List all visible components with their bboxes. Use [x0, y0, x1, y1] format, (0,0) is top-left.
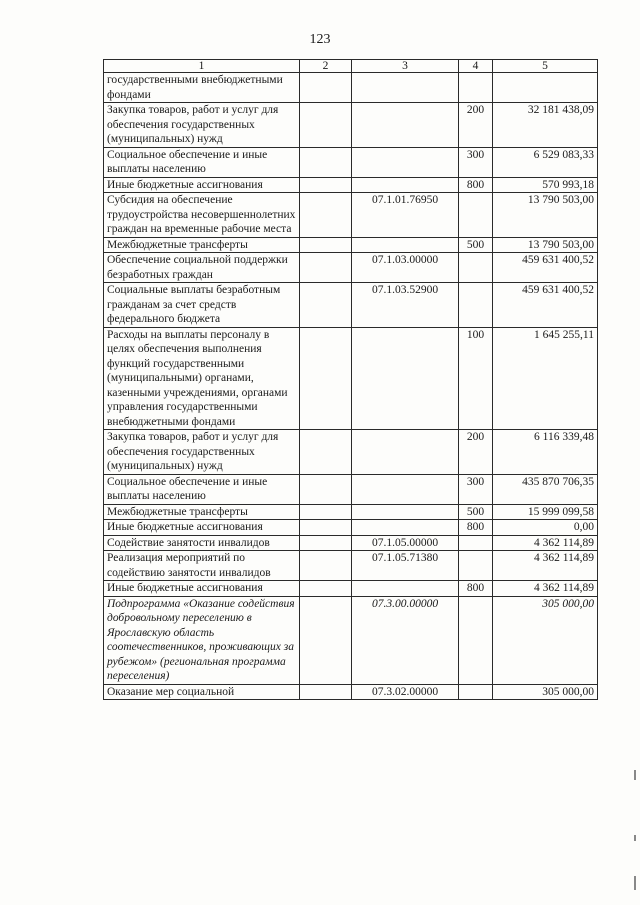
row-code-cell: 07.3.02.00000 — [352, 684, 459, 700]
row-col2-cell — [300, 520, 352, 536]
row-col2-cell — [300, 430, 352, 475]
row-vr-cell: 300 — [459, 147, 493, 177]
row-col2-cell — [300, 535, 352, 551]
row-name-cell: Социальные выплаты безработным гражданам за счет средств федерального бюджета — [104, 283, 300, 328]
row-amount-cell: 13 790 503,00 — [493, 237, 598, 253]
row-col2-cell — [300, 237, 352, 253]
budget-table — [103, 59, 598, 700]
row-vr-cell — [459, 283, 493, 328]
row-amount-cell: 6 529 083,33 — [493, 147, 598, 177]
row-vr-cell — [459, 535, 493, 551]
table-row — [104, 253, 598, 283]
row-name-cell: Межбюджетные трансферты — [104, 504, 300, 520]
row-code-cell — [352, 474, 459, 504]
row-amount-cell: 4 362 114,89 — [493, 551, 598, 581]
row-col2-cell — [300, 193, 352, 238]
row-amount-cell: 305 000,00 — [493, 596, 598, 684]
table-row — [104, 177, 598, 193]
row-code-cell: 07.1.01.76950 — [352, 193, 459, 238]
column-header-4: 4 — [459, 60, 493, 73]
table-row — [104, 73, 598, 103]
row-name-cell: Оказание мер социальной — [104, 684, 300, 700]
row-col2-cell — [300, 504, 352, 520]
row-vr-cell: 800 — [459, 177, 493, 193]
table-row — [104, 327, 598, 430]
row-vr-cell: 200 — [459, 430, 493, 475]
column-header-1: 1 — [104, 60, 300, 73]
row-code-cell: 07.1.03.00000 — [352, 253, 459, 283]
column-header-2: 2 — [300, 60, 352, 73]
row-col2-cell — [300, 253, 352, 283]
row-vr-cell — [459, 73, 493, 103]
row-code-cell: 07.1.05.00000 — [352, 535, 459, 551]
scan-edge-mark — [634, 835, 636, 841]
row-code-cell — [352, 147, 459, 177]
table-row — [104, 551, 598, 581]
row-code-cell: 07.1.03.52900 — [352, 283, 459, 328]
row-name-cell: Закупка товаров, работ и услуг для обеспечения государственных (муниципальных) нужд — [104, 103, 300, 148]
table-row — [104, 535, 598, 551]
scan-edge-mark — [634, 770, 636, 780]
row-name-cell: государственными внебюджетными фондами — [104, 73, 300, 103]
table-row — [104, 504, 598, 520]
row-col2-cell — [300, 581, 352, 597]
row-amount-cell: 1 645 255,11 — [493, 327, 598, 430]
table-row — [104, 103, 598, 148]
row-name-cell: Реализация мероприятий по содействию занятости инвалидов — [104, 551, 300, 581]
column-header-3: 3 — [352, 60, 459, 73]
row-code-cell: 07.3.00.00000 — [352, 596, 459, 684]
row-vr-cell: 200 — [459, 103, 493, 148]
table-body — [104, 73, 598, 700]
table-row — [104, 520, 598, 536]
row-name-cell: Обеспечение социальной поддержки безработных граждан — [104, 253, 300, 283]
page-number: 123 — [309, 32, 331, 47]
row-amount-cell — [493, 73, 598, 103]
row-amount-cell: 6 116 339,48 — [493, 430, 598, 475]
row-vr-cell: 300 — [459, 474, 493, 504]
row-amount-cell: 15 999 099,58 — [493, 504, 598, 520]
row-code-cell — [352, 103, 459, 148]
row-amount-cell: 4 362 114,89 — [493, 581, 598, 597]
row-vr-cell: 800 — [459, 581, 493, 597]
table-row — [104, 147, 598, 177]
row-code-cell — [352, 177, 459, 193]
row-code-cell: 07.1.05.71380 — [352, 551, 459, 581]
row-name-cell: Субсидия на обеспечение трудоустройства несовершеннолетних граждан на временные рабочие места — [104, 193, 300, 238]
row-code-cell — [352, 520, 459, 536]
row-name-cell: Иные бюджетные ассигнования — [104, 520, 300, 536]
row-col2-cell — [300, 327, 352, 430]
row-amount-cell: 570 993,18 — [493, 177, 598, 193]
row-name-cell: Социальное обеспечение и иные выплаты населению — [104, 474, 300, 504]
row-vr-cell — [459, 253, 493, 283]
row-code-cell — [352, 430, 459, 475]
row-vr-cell: 100 — [459, 327, 493, 430]
row-name-cell: Подпрограмма «Оказание содействия добровольному переселению в Ярославскую область соотечественников, проживающих за рубежом» (региональная программа переселения) — [104, 596, 300, 684]
row-name-cell: Иные бюджетные ассигнования — [104, 177, 300, 193]
row-vr-cell — [459, 193, 493, 238]
row-col2-cell — [300, 684, 352, 700]
table-row — [104, 237, 598, 253]
row-amount-cell: 459 631 400,52 — [493, 283, 598, 328]
row-name-cell: Межбюджетные трансферты — [104, 237, 300, 253]
row-col2-cell — [300, 474, 352, 504]
table-row — [104, 193, 598, 238]
row-col2-cell — [300, 103, 352, 148]
row-name-cell: Иные бюджетные ассигнования — [104, 581, 300, 597]
row-col2-cell — [300, 596, 352, 684]
row-name-cell: Социальное обеспечение и иные выплаты населению — [104, 147, 300, 177]
row-code-cell — [352, 581, 459, 597]
row-code-cell — [352, 237, 459, 253]
row-code-cell — [352, 327, 459, 430]
row-name-cell: Расходы на выплаты персоналу в целях обеспечения выполнения функций государственными (муниципальными) органами, казенными учреждениями, органами управления государственными внебюджетными фондами — [104, 327, 300, 430]
row-col2-cell — [300, 283, 352, 328]
row-vr-cell — [459, 684, 493, 700]
row-code-cell — [352, 504, 459, 520]
table-row — [104, 474, 598, 504]
row-col2-cell — [300, 73, 352, 103]
row-amount-cell: 305 000,00 — [493, 684, 598, 700]
table-row — [104, 430, 598, 475]
row-code-cell — [352, 73, 459, 103]
header-row — [104, 60, 598, 73]
row-amount-cell: 4 362 114,89 — [493, 535, 598, 551]
row-vr-cell — [459, 596, 493, 684]
row-amount-cell: 435 870 706,35 — [493, 474, 598, 504]
row-amount-cell: 13 790 503,00 — [493, 193, 598, 238]
row-vr-cell: 500 — [459, 237, 493, 253]
table-row — [104, 684, 598, 700]
row-col2-cell — [300, 551, 352, 581]
row-name-cell: Содействие занятости инвалидов — [104, 535, 300, 551]
table-row — [104, 596, 598, 684]
column-header-5: 5 — [493, 60, 598, 73]
row-vr-cell — [459, 551, 493, 581]
scan-edge-mark — [634, 876, 636, 890]
row-col2-cell — [300, 177, 352, 193]
row-col2-cell — [300, 147, 352, 177]
row-amount-cell: 0,00 — [493, 520, 598, 536]
row-vr-cell: 800 — [459, 520, 493, 536]
row-amount-cell: 32 181 438,09 — [493, 103, 598, 148]
table-row — [104, 283, 598, 328]
row-vr-cell: 500 — [459, 504, 493, 520]
table-row — [104, 581, 598, 597]
row-name-cell: Закупка товаров, работ и услуг для обеспечения государственных (муниципальных) нужд — [104, 430, 300, 475]
row-amount-cell: 459 631 400,52 — [493, 253, 598, 283]
